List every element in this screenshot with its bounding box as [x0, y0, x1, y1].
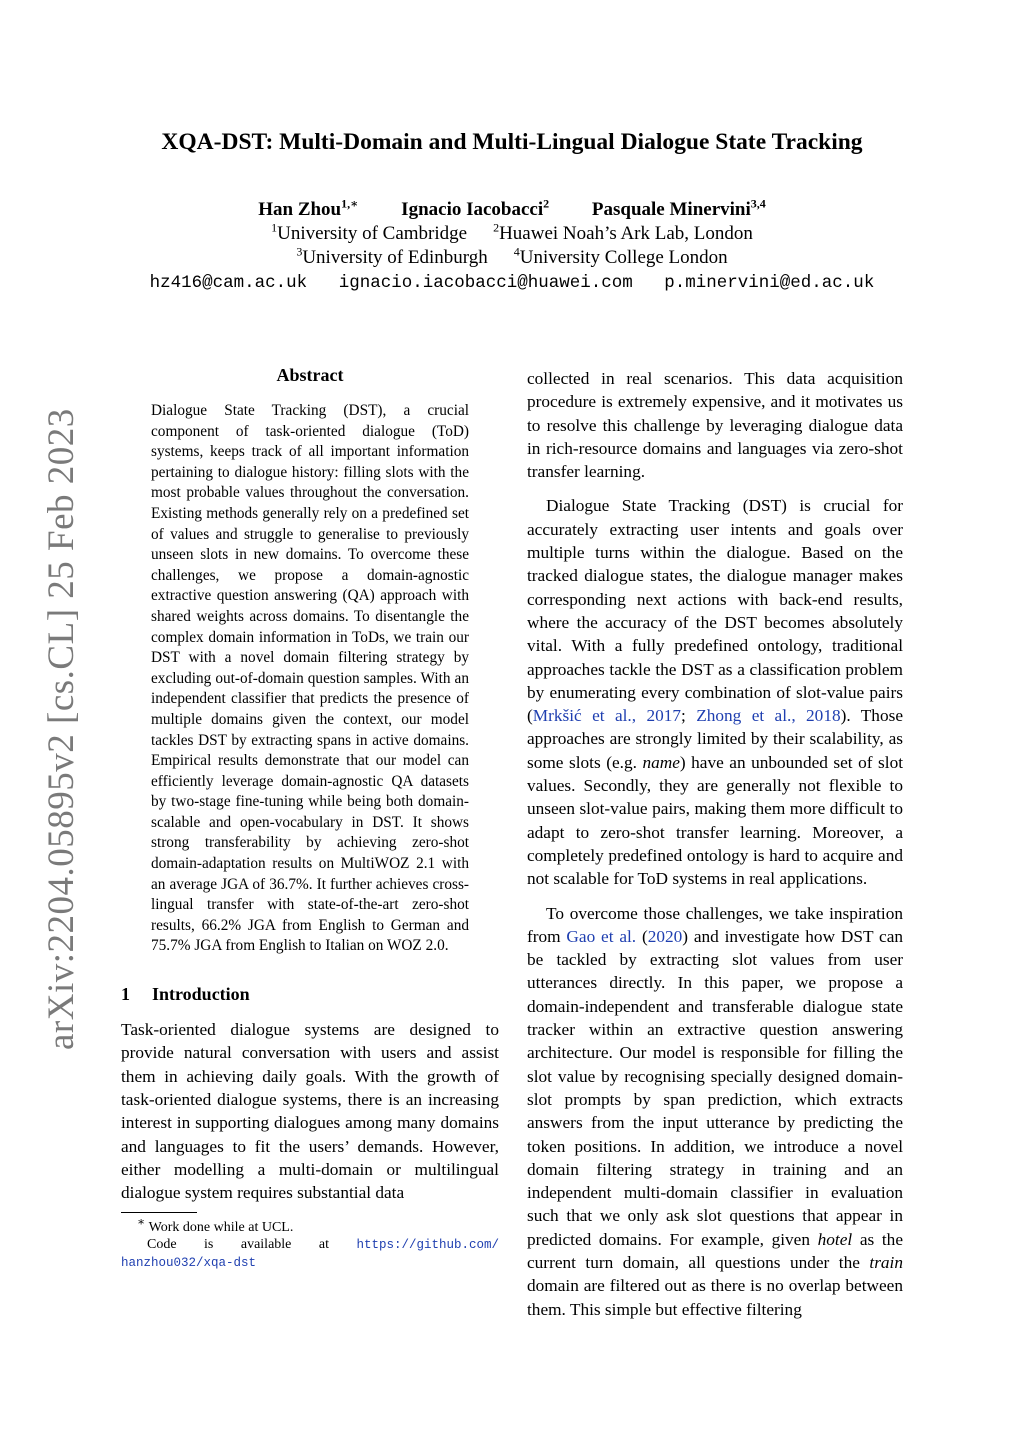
footnote-text: Work done while at UCL. [148, 1220, 294, 1236]
text-run: domain are filtered out as there is no overlap between them. This simple but effective filtering [527, 1276, 903, 1319]
section-number: 1 [121, 984, 130, 1005]
text-run: ). Those approaches are strongly limited by their scalability, as some slots (e.g. [527, 706, 903, 772]
citation-link[interactable]: 2020 [647, 926, 683, 946]
author-names [0, 198, 1024, 222]
text-run: ) have an unbounded set of slot values. Secondly, they are generally not flexible to unseen slot-value pairs, making them more difficult to adapt to zero-shot transfer learning. Moreover, a completely predefined ontology is hard to acquire and not scalable for ToD systems in real applications. [527, 752, 904, 889]
paper-title: XQA-DST: Multi-Domain and Multi-Lingual Dialogue State Tracking [161, 129, 863, 155]
affiliation-mark: 3 [296, 244, 303, 259]
affiliation: University of Cambridge [277, 223, 468, 244]
affiliation-mark: 2 [493, 220, 500, 235]
text-run: ; [681, 706, 697, 726]
text-run: ( [636, 926, 648, 946]
body-paragraph [527, 494, 903, 890]
arxiv-identifier: arXiv:2204.05895v2 [cs.CL] 25 Feb 2023 [41, 408, 82, 1050]
citation-link[interactable]: Gao et al. [566, 926, 637, 946]
emphasis: train [869, 1252, 903, 1272]
citation-link[interactable]: Zhong et al., 2018 [696, 706, 841, 726]
footnote-mark: ∗ [137, 1214, 146, 1229]
text-run: To overcome those challenges, we take inspiration from [527, 903, 903, 946]
email-address[interactable]: ignacio.iacobacci@huawei.com [338, 273, 633, 293]
author-block [0, 198, 1024, 295]
code-availability-note [121, 1236, 499, 1254]
email-line [0, 271, 1024, 295]
body-paragraph: collected in real scenarios. This data acquisition procedure is extremely expensive, and it motivates us to resolve this challenge by leveraging dialogue data in rich-resource domains and languages via zero-shot transfer learning. [527, 369, 903, 482]
affiliation: Huawei Noah’s Ark Lab, London [499, 223, 753, 244]
abstract-heading: Abstract [276, 365, 344, 385]
emphasis: hotel [817, 1229, 853, 1249]
affiliation-mark: 1 [271, 220, 278, 235]
affiliation-line [0, 246, 1024, 270]
author-name: Pasquale Minervini [591, 199, 751, 220]
text-run: as the current turn domain, all questions under the [527, 1229, 903, 1272]
affiliation: University College London [519, 247, 728, 268]
section-heading [121, 984, 499, 1005]
affiliation-mark: 3,4 [750, 196, 766, 211]
left-column [121, 365, 499, 1272]
affiliation-line [0, 222, 1024, 246]
body-paragraph [527, 902, 903, 1321]
author-name: Han Zhou [258, 199, 342, 220]
affiliation-mark: 4 [513, 244, 520, 259]
affiliation-mark: 2 [543, 196, 550, 211]
section-title: Introduction [152, 984, 250, 1005]
citation-link[interactable]: Mrkšić et al., 2017 [532, 706, 682, 726]
intro-paragraph: Task-oriented dialogue systems are designed to provide natural conversation with users and assist them in achieving daily goals. With the growth of task-oriented dialogue systems, there is an increasing interest in supporting dialogues among many domains and languages to fit the users’ demands. However, either modelling a multi-domain or multilingual dialogue system requires substantial data [121, 1020, 499, 1203]
footnote [121, 1214, 499, 1272]
text-run: ) and investigate how DST can be tackled by extracting slot values from user utterances directly. In this paper, we propose a domain-independent and transferable dialogue state tracker within an extractive question answering architecture. Our model is responsible for filling the slot value by recognising specially designed domain-slot prompts by span prediction, which extracts answers from the input utterance by predicting the token positions. In addition, we introduce a novel domain filtering strategy in training and an independent multi-domain classifier in evaluation such that we only ask slot questions that appear in predicted domains. For example, given [527, 926, 904, 1249]
right-column [527, 367, 903, 1321]
affiliation-mark: 1,∗ [341, 196, 359, 211]
affiliation: University of Edinburgh [302, 247, 488, 268]
emphasis: name [642, 752, 680, 772]
footnote-text: Code is available at [147, 1237, 329, 1253]
author-name: Ignacio Iacobacci [401, 199, 544, 220]
email-address[interactable]: p.minervini@ed.ac.uk [664, 273, 875, 293]
github-link[interactable]: https://github.com/ [356, 1238, 499, 1253]
github-link-continued[interactable]: hanzhou032/xqa-dst [121, 1256, 257, 1271]
text-run: Dialogue State Tracking (DST) is crucial for accurately extracting user intents and goals over multiple turns within the dialogue. Based on the tracked dialogue states, the dialogue manager makes corresponding next actions with back-end results, where the accuracy of the DST becomes absolutely vital. With a fully predefined ontology, traditional approaches tackle the DST as a classification problem by enumerating every combination of slot-value pairs ( [527, 496, 903, 726]
footnote-divider [121, 1212, 197, 1213]
email-address[interactable]: hz416@cam.ac.uk [149, 273, 308, 293]
abstract-text: Dialogue State Tracking (DST), a crucial component of task-oriented dialogue (ToD) systems, keeps track of all important information pertaining to dialogue history: filling slots with the most probable values throughout the conversation. Existing methods generally rely on a predefined set of values and struggle to generalise to previously unseen slots in new domains. To overcome these challenges, we propose a domain-agnostic extractive question answering (QA) approach with shared weights across domains. To disentangle the complex domain information in ToDs, we train our DST with a novel domain filtering strategy by excluding out-of-domain question samples. With an independent classifier that predicts the presence of multiple domains given the context, our model tackles DST by extracting spans in active domains. Empirical results demonstrate that our model can efficiently leverage domain-agnostic QA datasets by two-stage fine-tuning while being both domain-scalable and open-vocabulary in DST. It shows strong transferability by achieving zero-shot domain-adaptation results on MultiWOZ 2.1 with an average JGA of 36.7%. It further achieves cross-lingual transfer with state-of-the-art zero-shot results, 66.2% JGA from English to German and 75.7% JGA from English to Italian on WOZ 2.0. [151, 402, 469, 955]
